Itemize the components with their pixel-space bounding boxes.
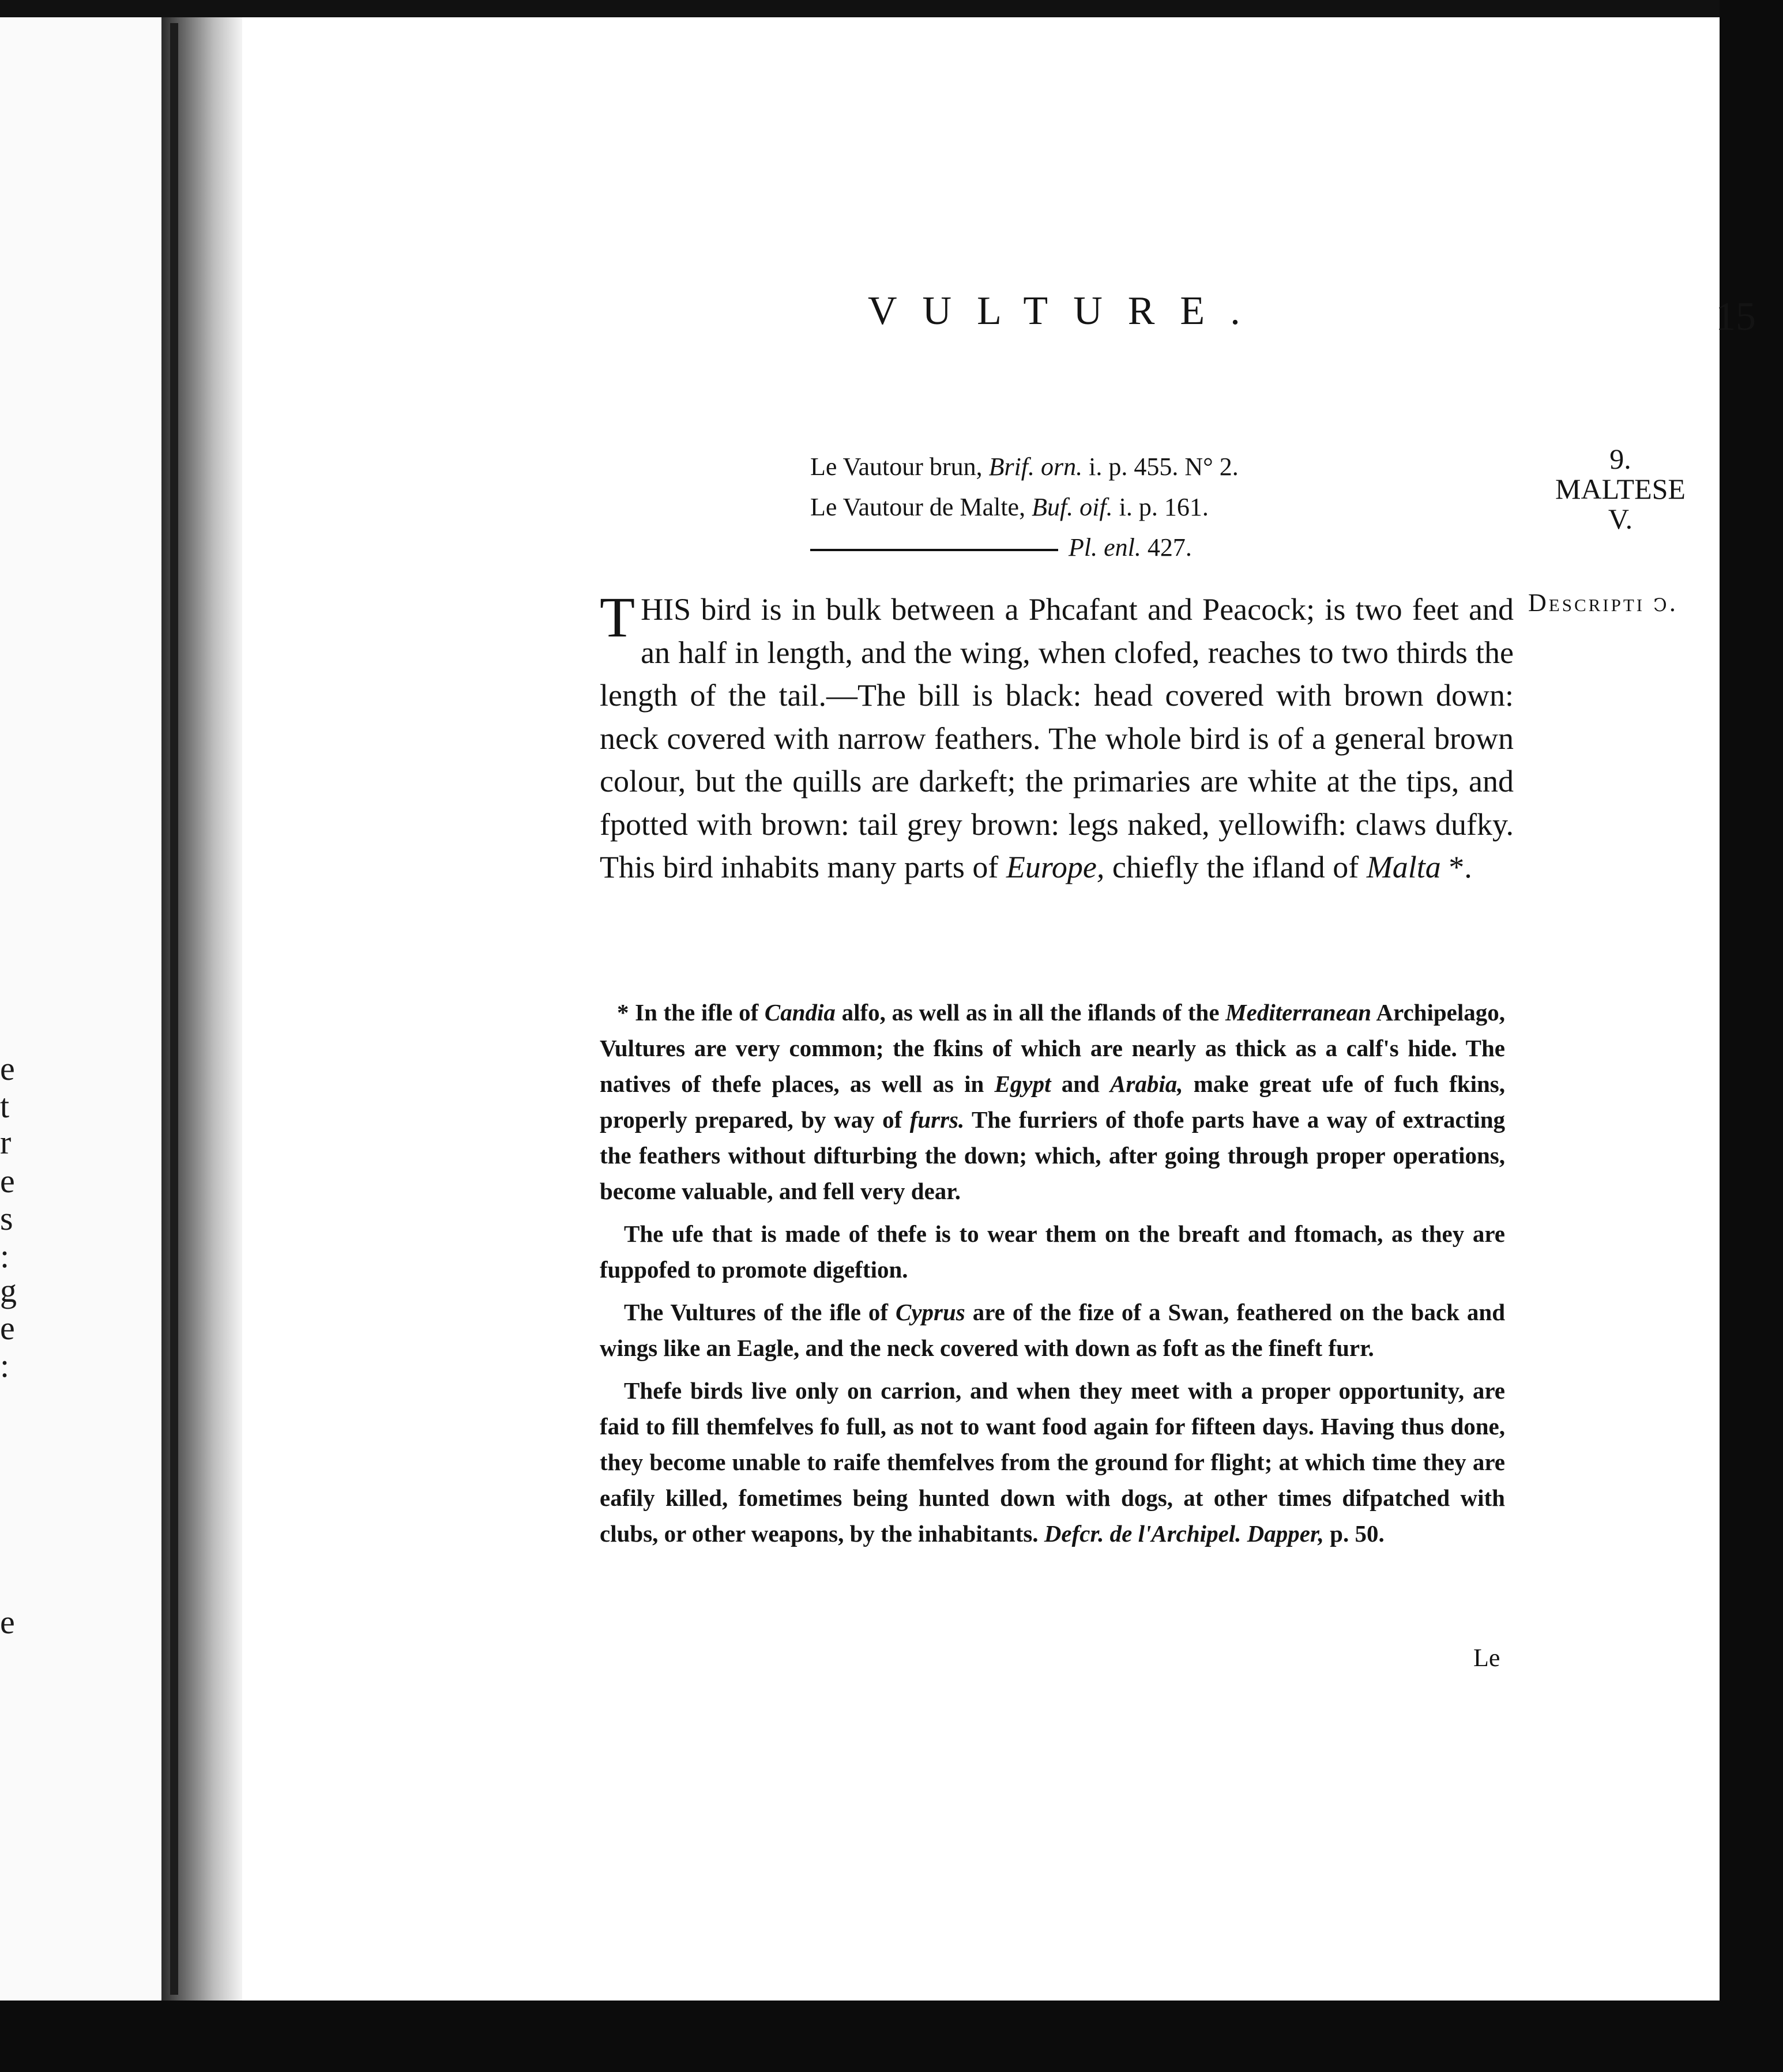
facing-page-edge bbox=[0, 17, 161, 2001]
page-number: 15 bbox=[1716, 295, 1756, 339]
facing-page-letter: s bbox=[0, 1200, 13, 1237]
synonym-name: Le Vautour brun, bbox=[810, 453, 989, 481]
footnote-block bbox=[600, 994, 1505, 1558]
footnote-paragraph bbox=[600, 994, 1505, 1209]
binding-gutter bbox=[170, 23, 178, 1995]
species-margin-note bbox=[1551, 444, 1690, 534]
facing-page-letter: e bbox=[0, 1309, 15, 1347]
footnote-paragraph bbox=[600, 1294, 1505, 1366]
synonym-line bbox=[810, 447, 1358, 487]
synonym-line bbox=[810, 487, 1358, 528]
scan-bottom-border bbox=[0, 2001, 1783, 2072]
footnote-italic: furrs. bbox=[909, 1106, 965, 1133]
body-italic: Malta bbox=[1366, 850, 1441, 884]
synonymy-block bbox=[810, 447, 1358, 568]
species-name-abbrev: V. bbox=[1608, 503, 1633, 535]
footnote-italic: Mediterranean bbox=[1225, 999, 1372, 1026]
footnote-citation: Defcr. de l'Archipel. Dapper, bbox=[1044, 1520, 1324, 1547]
synonym-source: Buf. oif. bbox=[1032, 493, 1113, 521]
facing-page-letter: : bbox=[0, 1237, 10, 1275]
synonym-ref: 427. bbox=[1141, 533, 1192, 562]
synonym-source: Pl. enl. bbox=[1069, 533, 1141, 562]
ditto-rule bbox=[810, 549, 1058, 551]
footnote-italic: Egypt bbox=[994, 1071, 1051, 1097]
running-title: VULTURE. bbox=[868, 289, 1266, 333]
footnote-text: The Vultures of the ifle of bbox=[624, 1299, 896, 1325]
synonym-source: Brif. orn. bbox=[988, 453, 1083, 481]
synonym-ref: i. p. 161. bbox=[1112, 493, 1209, 521]
scan-top-border bbox=[0, 0, 1783, 17]
description-side-heading bbox=[1528, 588, 1678, 617]
side-heading-tail: ↄ. bbox=[1653, 589, 1678, 617]
facing-page-letter: r bbox=[0, 1124, 12, 1161]
facing-page-letter: t bbox=[0, 1087, 10, 1125]
facing-page-letter: g bbox=[0, 1272, 17, 1309]
footnote-text: The ufe that is made of thefe is to wear them on the breaft and ftomach, as they are fuppofed to promote digeftion. bbox=[600, 1220, 1505, 1283]
footnote-italic: Candia bbox=[764, 999, 836, 1026]
footnote-paragraph bbox=[600, 1373, 1505, 1551]
footnote-italic: Arabia, bbox=[1110, 1071, 1183, 1097]
footnote-italic: Cyprus bbox=[896, 1299, 965, 1325]
footnote-mark: *. bbox=[1440, 850, 1472, 884]
description-paragraph bbox=[600, 585, 1514, 889]
facing-page-letter: e bbox=[0, 1162, 15, 1200]
catchword: Le bbox=[1473, 1644, 1500, 1672]
footnote-text: The furriers of thofe parts have a way of extracting the feathers without difturbing the down; which, after going through proper operations, become valuable, and fell very dear. bbox=[600, 1106, 1505, 1204]
footnote-text: make great ufe of fuch fkins, properly prepared, by way of bbox=[600, 1071, 1505, 1133]
footnote-text: * In the ifle of bbox=[617, 999, 765, 1026]
species-name: MALTESE bbox=[1555, 473, 1686, 505]
facing-page-letter: e bbox=[0, 1603, 15, 1641]
footnote-text: are of the fize of a Swan, feathered on the back and wings like an Eagle, and the neck covered with down as foft as the fineft furr. bbox=[600, 1299, 1505, 1361]
body-text: chiefly the ifland of bbox=[1104, 850, 1367, 884]
synonym-ref: i. p. 455. N° 2. bbox=[1082, 453, 1239, 481]
footnote-paragraph bbox=[600, 1216, 1505, 1287]
synonym-line bbox=[810, 528, 1358, 568]
species-number: 9. bbox=[1609, 443, 1631, 475]
facing-page-letter: e bbox=[0, 1050, 15, 1087]
footnote-text: and bbox=[1051, 1071, 1111, 1097]
footnote-text: Archipelago, Vultures are very common; the fkins of which are nearly as thick as a calf's hide. The natives of thefe places, as well as in bbox=[600, 999, 1506, 1097]
footnote-text: Thefe birds live only on carrion, and when they meet with a proper opportunity, are faid to fill themfelves fo full, as not to want food again for fifteen days. Having thus done, they become unable to raife themfelves from the ground for flight; at which time they are eafily killed, fometimes being hunted down with dogs, at other times difpatched with clubs, or other weapons, by the inhabitants. bbox=[600, 1377, 1505, 1547]
side-heading-text: Descripti bbox=[1528, 589, 1645, 617]
body-text: HIS bird is in bulk between a Phcafant and Peacock; is two feet and an half in length, and the wing, when clofed, reaches to two thirds the length of the tail.—The bill is black: head covered with brown down: neck covered with narrow feathers. The whole bird is of a general brown colour, but the quills are darkeft; the primaries are white at the tips, and fpotted with brown: tail grey brown: legs naked, yellowifh: claws dufky. This bird inhabits many parts of bbox=[600, 592, 1514, 884]
synonym-name: Le Vautour de Malte, bbox=[810, 493, 1032, 521]
facing-page-letter: : bbox=[0, 1347, 10, 1384]
body-italic: Europe, bbox=[1006, 850, 1105, 884]
footnote-text: p. 50. bbox=[1323, 1520, 1385, 1547]
footnote-text: alfo, as well as in all the iflands of the bbox=[835, 999, 1226, 1026]
book-page bbox=[242, 17, 1756, 2001]
drop-cap: T bbox=[600, 585, 635, 649]
